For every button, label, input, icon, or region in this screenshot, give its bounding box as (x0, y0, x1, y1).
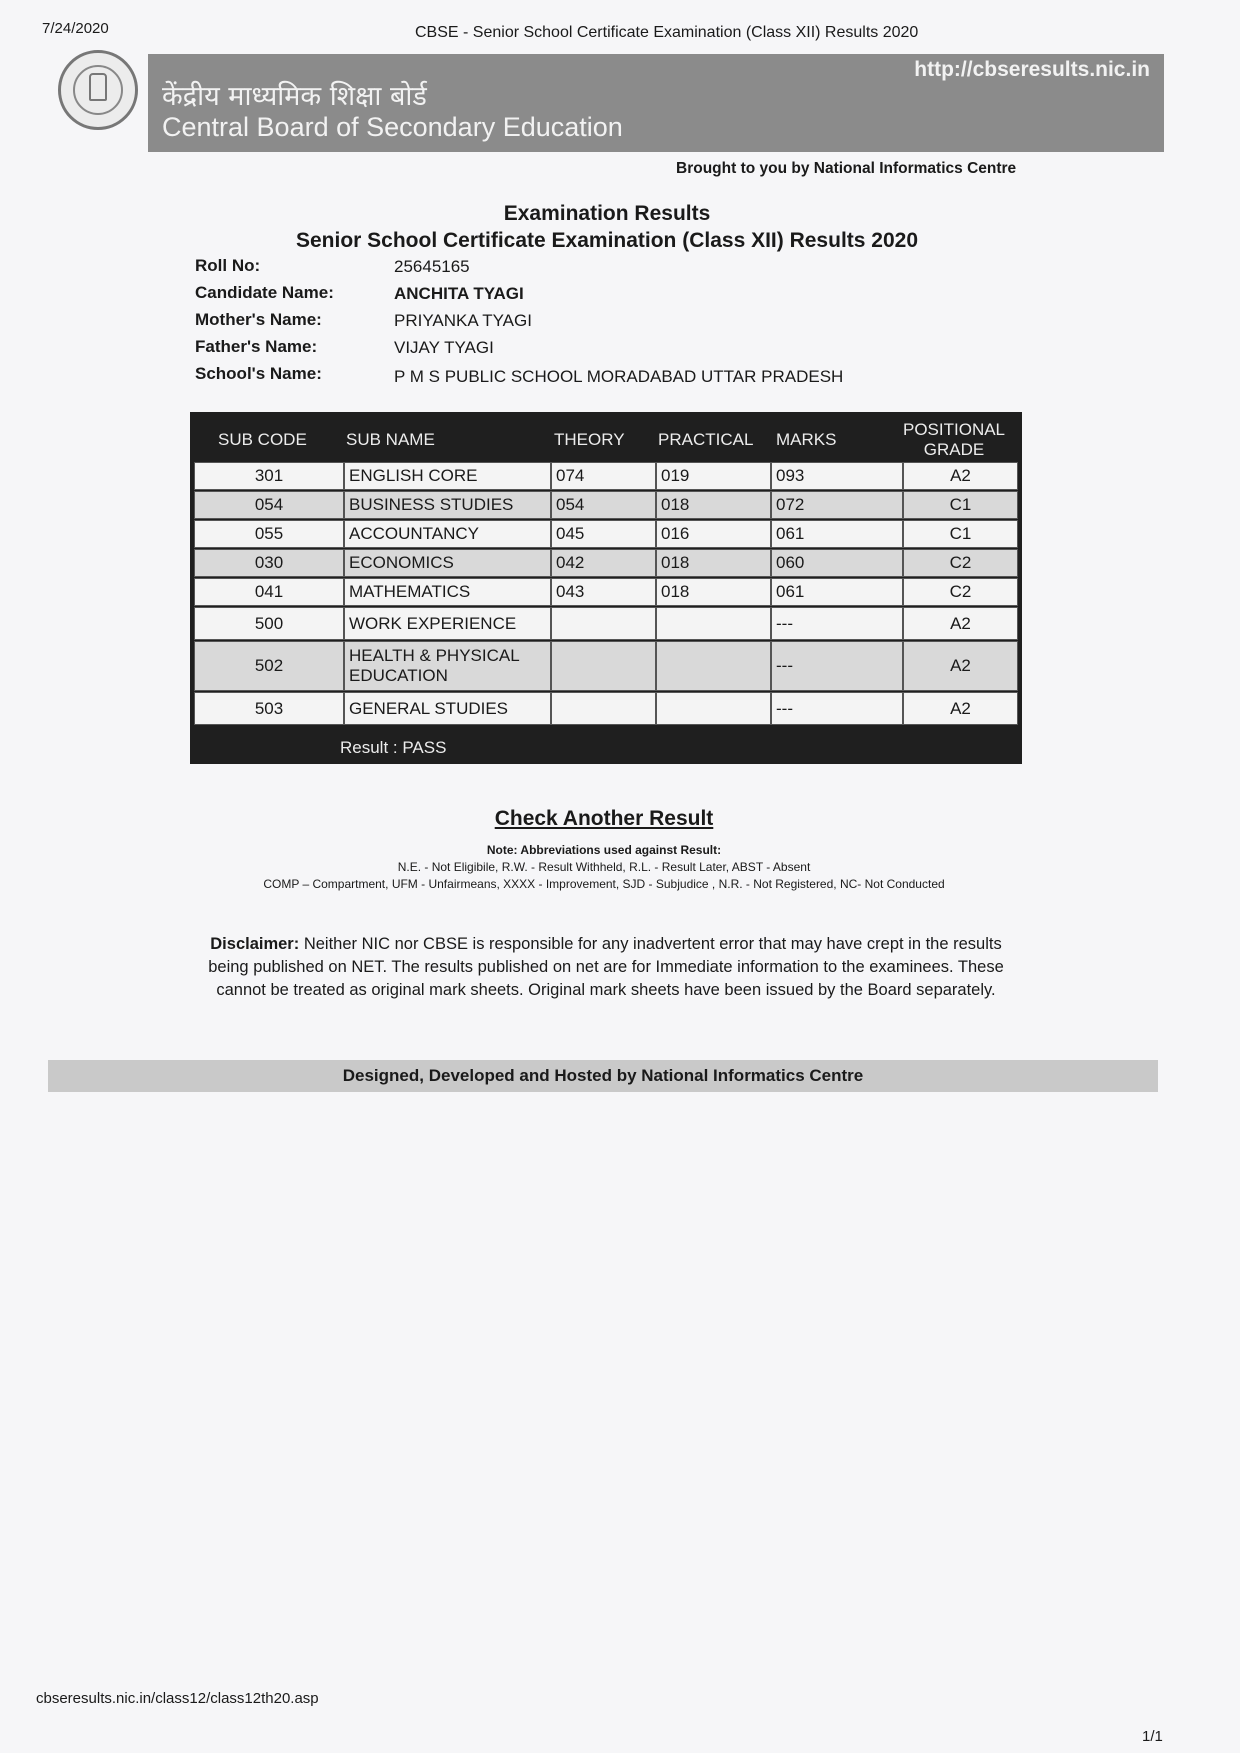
cell-marks: 061 (771, 578, 903, 606)
roll-value: 25645165 (394, 257, 470, 276)
abbreviation-note-line1: N.E. - Not Eligibile, R.W. - Result Withheld, R.L. - Result Later, ABST - Absent (397, 860, 811, 874)
cell-code: 301 (194, 462, 344, 490)
cell-grade: C2 (903, 578, 1018, 606)
cell-marks: 060 (771, 549, 903, 577)
board-name-hindi: केंद्रीय माध्यमिक शिक्षा बोर्ड (162, 81, 427, 112)
print-title: CBSE - Senior School Certificate Examination (Class XII) Results 2020 (415, 24, 919, 41)
candidate-name-value: ANCHITA TYAGI (394, 284, 524, 303)
header-grade (901, 420, 1007, 460)
disclaimer-label: Disclaimer: (210, 935, 300, 953)
cell-name: ACCOUNTANCY (344, 520, 551, 548)
cell-theory (551, 692, 656, 725)
cell-grade: A2 (903, 462, 1018, 490)
cell-code: 503 (194, 692, 344, 725)
father-name-value: VIJAY TYAGI (394, 338, 494, 357)
cell-name: GENERAL STUDIES (344, 692, 551, 725)
header-sub-code: SUB CODE (218, 430, 307, 449)
cell-theory: 043 (551, 578, 656, 606)
cell-grade: C2 (903, 549, 1018, 577)
result-status: Result : PASS (340, 738, 447, 757)
table-row (194, 641, 1018, 691)
cell-code: 055 (194, 520, 344, 548)
cell-code: 054 (194, 491, 344, 519)
cell-theory: 054 (551, 491, 656, 519)
roll-label: Roll No: (195, 256, 261, 275)
cell-code: 500 (194, 607, 344, 640)
page-title: Examination Results (503, 202, 711, 225)
cell-name: HEALTH & PHYSICAL EDUCATION (344, 641, 551, 691)
cell-theory (551, 607, 656, 640)
cell-practical (656, 641, 771, 691)
cell-theory (551, 641, 656, 691)
cell-marks: 072 (771, 491, 903, 519)
cell-grade: A2 (903, 692, 1018, 725)
cell-name: BUSINESS STUDIES (344, 491, 551, 519)
cell-practical: 016 (656, 520, 771, 548)
check-another-result-link[interactable]: Check Another Result (494, 807, 714, 830)
cell-marks: --- (771, 607, 903, 640)
school-name-label: School's Name: (195, 364, 322, 383)
site-url-link[interactable]: http://cbseresults.nic.in (914, 58, 1150, 81)
cell-theory: 074 (551, 462, 656, 490)
header-grade-line1: POSITIONAL (902, 420, 1006, 439)
father-name-label: Father's Name: (195, 337, 318, 356)
candidate-name-label: Candidate Name: (195, 283, 334, 302)
cell-marks: --- (771, 692, 903, 725)
cell-name: MATHEMATICS (344, 578, 551, 606)
school-name-value: P M S PUBLIC SCHOOL MORADABAD UTTAR PRADESH (394, 367, 844, 386)
cell-practical: 018 (656, 491, 771, 519)
header-theory: THEORY (554, 430, 625, 449)
cell-grade: C1 (903, 491, 1018, 519)
header-grade-line2: GRADE (923, 440, 985, 459)
cell-grade: C1 (903, 520, 1018, 548)
cell-practical: 019 (656, 462, 771, 490)
disclaimer (190, 933, 1022, 1002)
cell-grade: A2 (903, 607, 1018, 640)
table-row (194, 578, 1018, 606)
footer-bar: Designed, Developed and Hosted by National Informatics Centre (48, 1060, 1158, 1092)
mother-name-label: Mother's Name: (195, 310, 322, 329)
cell-theory: 045 (551, 520, 656, 548)
board-name-english: Central Board of Secondary Education (162, 112, 623, 142)
marks-table (190, 412, 1022, 764)
exam-subtitle: Senior School Certificate Examination (Class XII) Results 2020 (295, 229, 919, 252)
cbse-emblem-icon (58, 50, 138, 130)
cell-marks: --- (771, 641, 903, 691)
cell-marks: 093 (771, 462, 903, 490)
abbreviation-note-heading: Note: Abbreviations used against Result: (486, 843, 722, 857)
mother-name-value: PRIYANKA TYAGI (394, 311, 532, 330)
brought-by-text: Brought to you by National Informatics Centre (676, 160, 1017, 177)
disclaimer-text: Neither NIC nor CBSE is responsible for any inadvertent error that may have crept in the results being published on NET. The results published on net are for Immediate information to the examinees. These cannot be treated as original mark sheets. Original mark sheets have been issued by the Board separately. (208, 935, 1004, 999)
header-sub-name: SUB NAME (346, 430, 435, 449)
cell-code: 030 (194, 549, 344, 577)
table-row (194, 491, 1018, 519)
print-url: cbseresults.nic.in/class12/class12th20.asp (36, 1690, 319, 1707)
print-date: 7/24/2020 (42, 20, 109, 37)
cell-name: ENGLISH CORE (344, 462, 551, 490)
cell-theory: 042 (551, 549, 656, 577)
cell-practical (656, 692, 771, 725)
cell-name: WORK EXPERIENCE (344, 607, 551, 640)
table-header (194, 416, 1018, 463)
header-marks: MARKS (776, 430, 837, 449)
table-row (194, 520, 1018, 548)
table-row (194, 692, 1018, 725)
cell-practical: 018 (656, 578, 771, 606)
cell-marks: 061 (771, 520, 903, 548)
page-number: 1/1 (1142, 1728, 1163, 1745)
table-row (194, 549, 1018, 577)
header-practical: PRACTICAL (658, 430, 754, 449)
cell-practical: 018 (656, 549, 771, 577)
table-row (194, 607, 1018, 640)
cell-code: 502 (194, 641, 344, 691)
header-banner (148, 54, 1164, 152)
cell-practical (656, 607, 771, 640)
abbreviation-note-line2: COMP – Compartment, UFM - Unfairmeans, XXXX - Improvement, SJD - Subjudice , N.R. - Not Registered, NC- Not Conducted (263, 877, 945, 891)
table-row (194, 462, 1018, 490)
cell-grade: A2 (903, 641, 1018, 691)
cell-code: 041 (194, 578, 344, 606)
cell-name: ECONOMICS (344, 549, 551, 577)
